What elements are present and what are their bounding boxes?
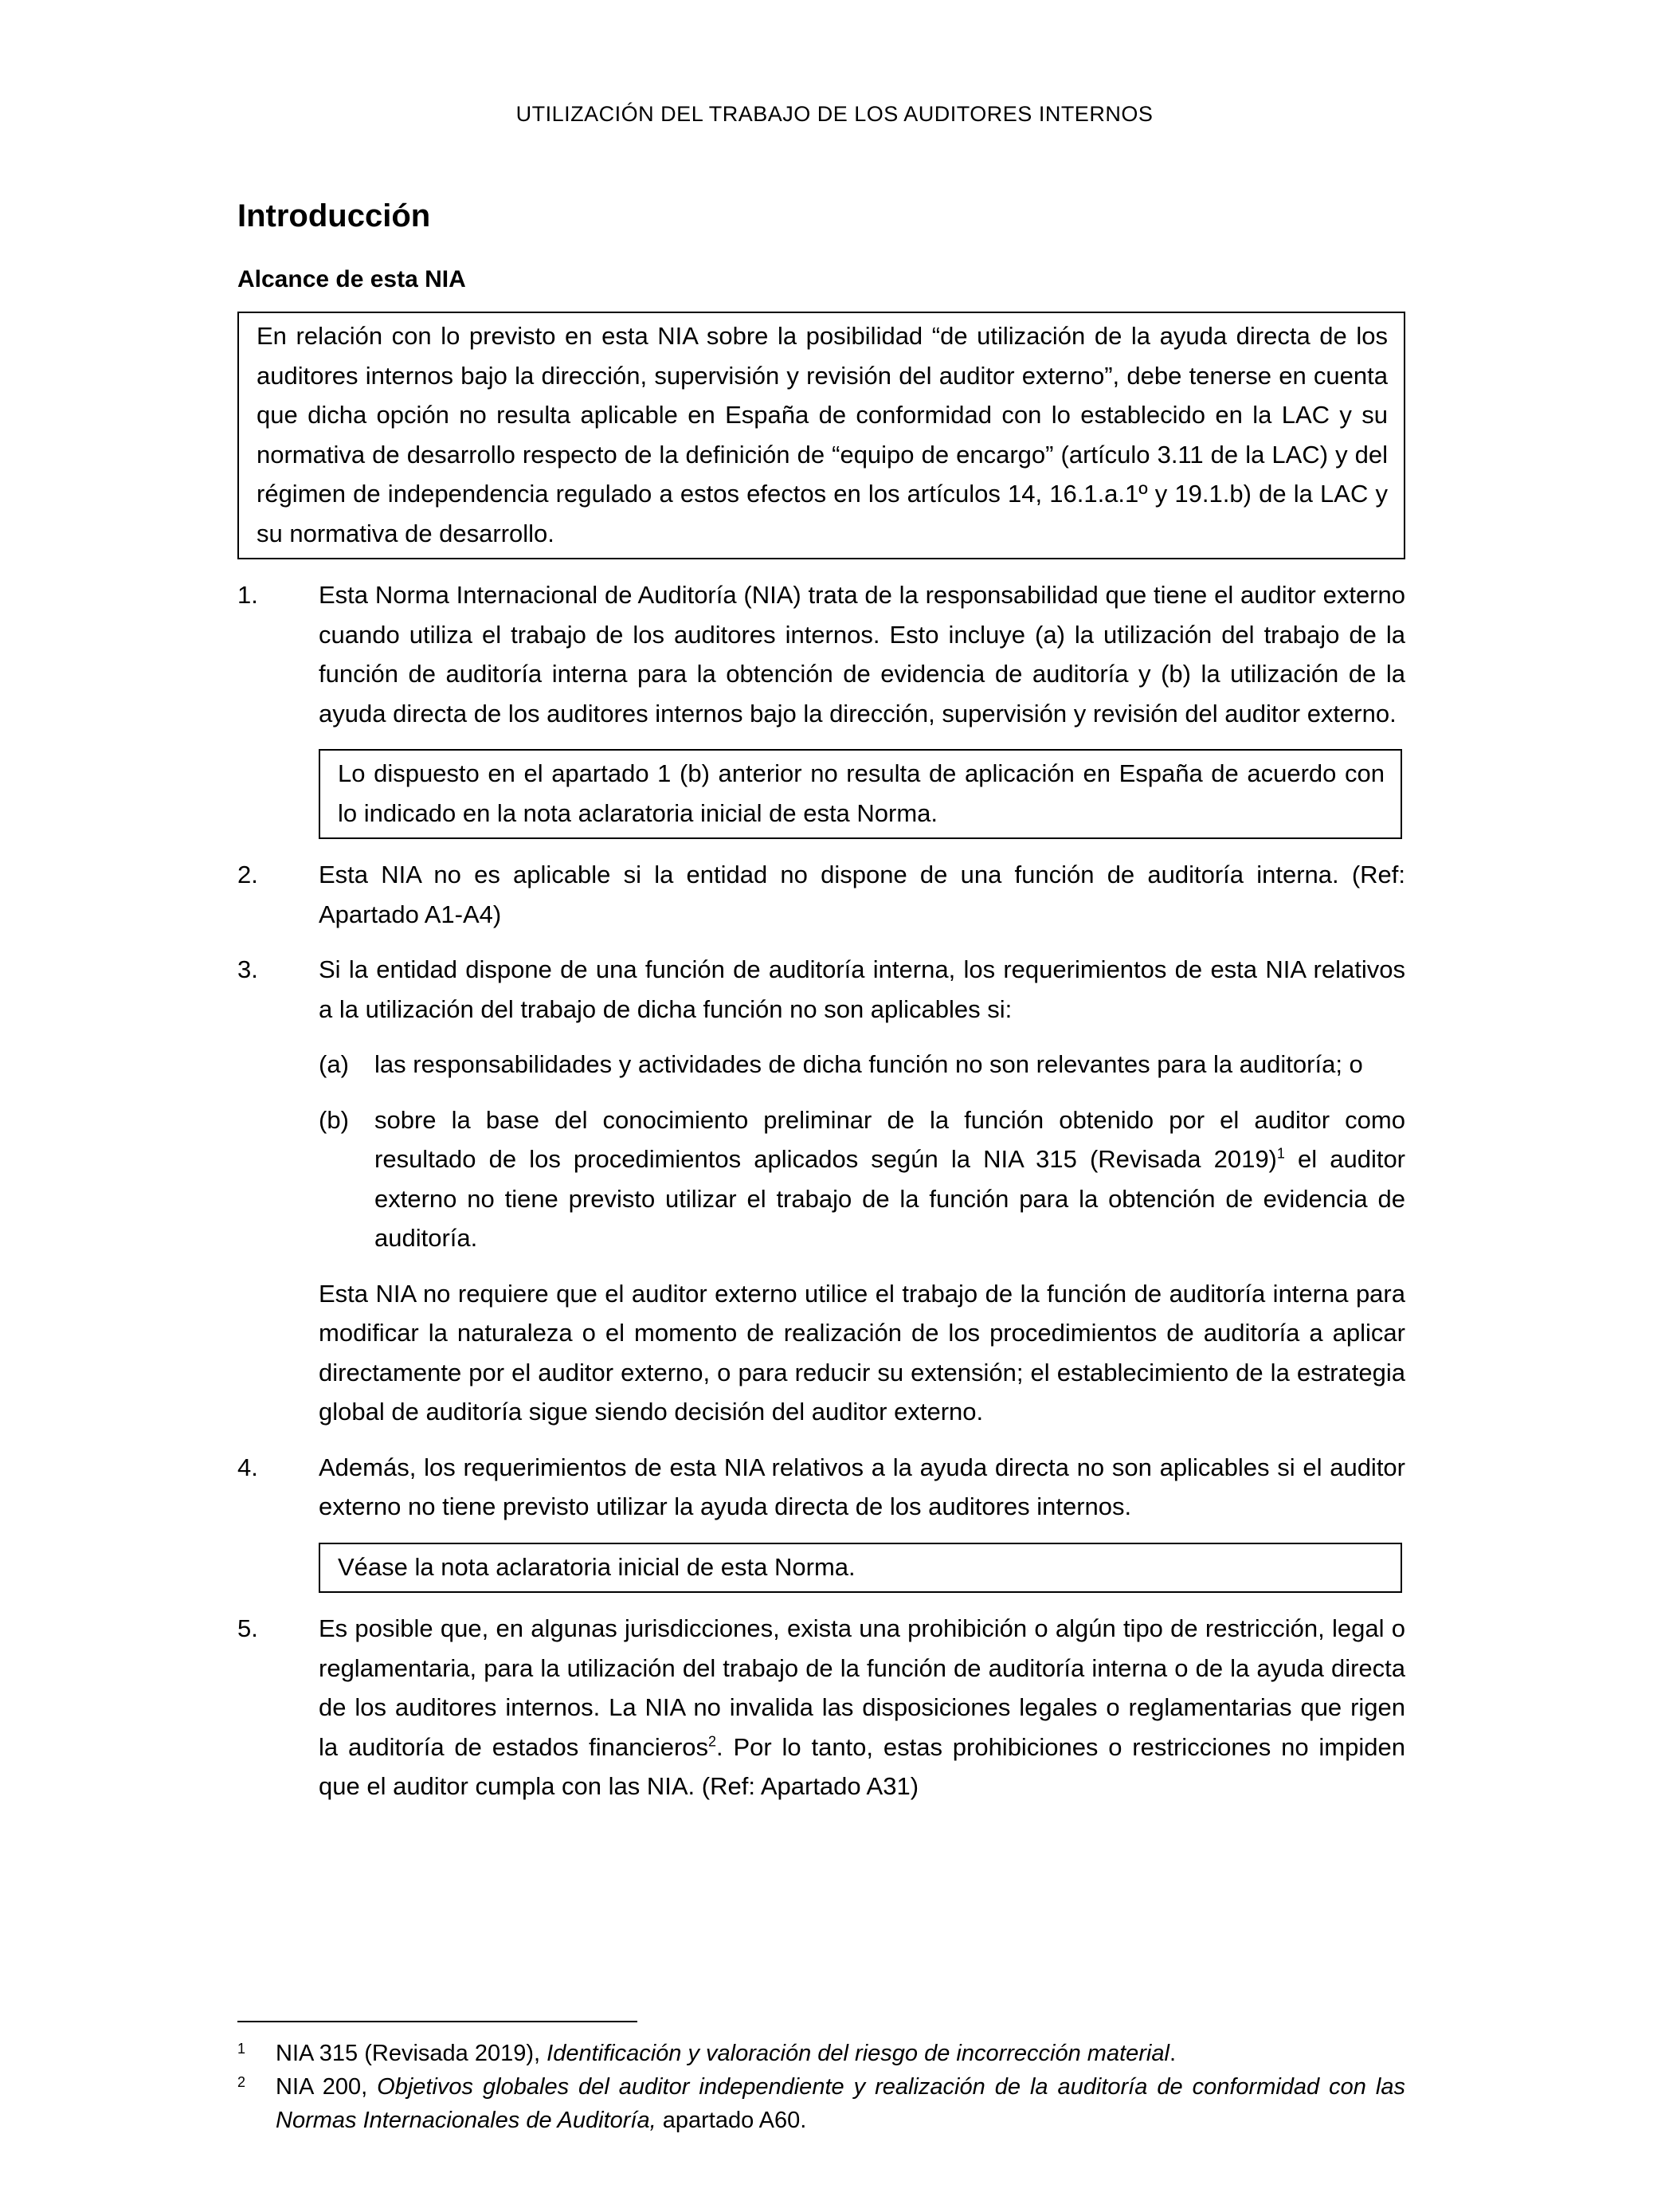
- footnote-ref-1[interactable]: 1: [1276, 1145, 1285, 1162]
- paragraph-number: 2.: [237, 861, 258, 888]
- paragraph-text-part-b: . Por lo tanto, estas prohibiciones o restricciones no impiden que el auditor cumpla con las NIA. (Ref: Apartado A31): [319, 1732, 1405, 1800]
- note-box-text: Véase la nota aclaratoria inicial de esta Norma.: [338, 1552, 856, 1581]
- numbered-paragraph-2: [237, 855, 1405, 934]
- footnote-number: 2: [237, 2074, 246, 2090]
- main-content: [237, 195, 1405, 1822]
- numbered-paragraph-1: [237, 575, 1405, 733]
- footnote-text-end: apartado A60.: [656, 2108, 807, 2133]
- sub-item-label: (a): [319, 1050, 349, 1078]
- note-box-scope-text: En relación con lo previsto en esta NIA sobre la posibilidad “de utilización de la ayuda directa de los auditores internos bajo la dirección, supervisión y revisión del auditor externo”, debe tenerse en cuenta que dicha opción no resulta aplicable en España de conformidad con lo establecido en la LAC y su normativa de desarrollo respecto de la definición de “equipo de encargo” (artículo 3.11 de la LAC) y del régimen de independencia regulado a estos efectos en los artículos 14, 16.1.a.1º y 19.1.b) de la LAC y su normativa de desarrollo.: [257, 322, 1388, 547]
- paragraph-3-continuation: [237, 1274, 1405, 1432]
- sub-item-text-part-a: sobre la base del conocimiento preliminar de la función obtenido por el auditor como resultado de los procedimientos aplicados según la NIA 315 (Revisada 2019): [374, 1105, 1405, 1173]
- paragraph-text: [319, 1609, 1405, 1806]
- footnote-number: 1: [237, 2041, 246, 2057]
- note-box-scope: [237, 312, 1405, 559]
- paragraph-number: 3.: [237, 955, 258, 983]
- paragraph-number: 4.: [237, 1453, 258, 1481]
- note-box-paragraph-4: [319, 1543, 1402, 1594]
- footnote-2: [237, 2070, 1405, 2137]
- footnotes: [237, 2037, 1405, 2137]
- section-title: Introducción: [237, 198, 431, 233]
- paragraph-number: 5.: [237, 1614, 258, 1642]
- paragraph-text: Esta Norma Internacional de Auditoría (NIA) trata de la responsabilidad que tiene el auditor externo cuando utiliza el trabajo de los auditores internos. Esto incluye (a) la utilización del trabajo de la función de auditoría interna para la obtención de evidencia de auditoría y (b) la utilización de la ayuda directa de los auditores internos bajo la dirección, supervisión y revisión del auditor externo.: [319, 581, 1405, 728]
- footnote-1: [237, 2037, 1405, 2070]
- paragraph-text-part-a: Es posible que, en algunas jurisdicciones, exista una prohibición o algún tipo de restricción, legal o reglamentaria, para la utilización del trabajo de la función de auditoría interna o de la ayuda directa de los auditores internos. La NIA no invalida las disposiciones legales o reglamentarias que rigen la auditoría de estados financieros: [319, 1614, 1405, 1761]
- sub-item-a: [237, 1045, 1405, 1084]
- running-header: UTILIZACIÓN DEL TRABAJO DE LOS AUDITORES INTERNOS: [515, 102, 1154, 126]
- footnote-title: Objetivos globales del auditor independiente y realización de la auditoría de conformidad con las Normas Internacionales de Auditoría,: [276, 2074, 1405, 2133]
- footnote-text-end: .: [1169, 2041, 1177, 2066]
- sub-item-b: [237, 1100, 1405, 1258]
- footnote-ref-2[interactable]: 2: [708, 1733, 717, 1750]
- sub-item-label: (b): [319, 1105, 349, 1134]
- note-box-paragraph-1: [319, 749, 1402, 839]
- numbered-paragraph-5: [237, 1609, 1405, 1806]
- footnote-title: Identificación y valoración del riesgo de incorrección material: [547, 2041, 1169, 2066]
- sub-item-text: las responsabilidades y actividades de dicha función no son relevantes para la auditoría; o: [374, 1050, 1363, 1078]
- footnote-text: NIA 315 (Revisada 2019),: [276, 2041, 547, 2066]
- sub-item-text-part-b: el auditor externo no tiene previsto utilizar el trabajo de la función para la obtención de evidencia de auditoría.: [374, 1145, 1406, 1252]
- note-box-text: Lo dispuesto en el apartado 1 (b) anterior no resulta de aplicación en España de acuerdo con lo indicado en la nota aclaratoria inicial de esta Norma.: [338, 759, 1385, 827]
- footnote-text: NIA 200,: [276, 2074, 378, 2100]
- paragraph-number: 1.: [237, 581, 258, 609]
- paragraph-text: Esta NIA no requiere que el auditor externo utilice el trabajo de la función de auditoría interna para modificar la naturaleza o el momento de realización de los procedimientos de auditoría a aplicar directamente por el auditor externo, o para reducir su extensión; el establecimiento de la estrategia global de auditoría sigue siendo decisión del auditor externo.: [319, 1279, 1405, 1426]
- numbered-paragraph-3: [237, 950, 1405, 1029]
- numbered-paragraph-4: [237, 1448, 1405, 1527]
- footnote-separator: [237, 2021, 637, 2022]
- paragraph-text: Si la entidad dispone de una función de auditoría interna, los requerimientos de esta NIA relativos a la utilización del trabajo de dicha función no son aplicables si:: [319, 955, 1405, 1023]
- sub-item-text: [374, 1100, 1405, 1258]
- section-subtitle: Alcance de esta NIA: [237, 266, 466, 292]
- paragraph-text: Además, los requerimientos de esta NIA relativos a la ayuda directa no son aplicables si el auditor externo no tiene previsto utilizar la ayuda directa de los auditores internos.: [319, 1453, 1405, 1520]
- paragraph-text: Esta NIA no es aplicable si la entidad no dispone de una función de auditoría interna. (Ref: Apartado A1-A4): [319, 861, 1405, 928]
